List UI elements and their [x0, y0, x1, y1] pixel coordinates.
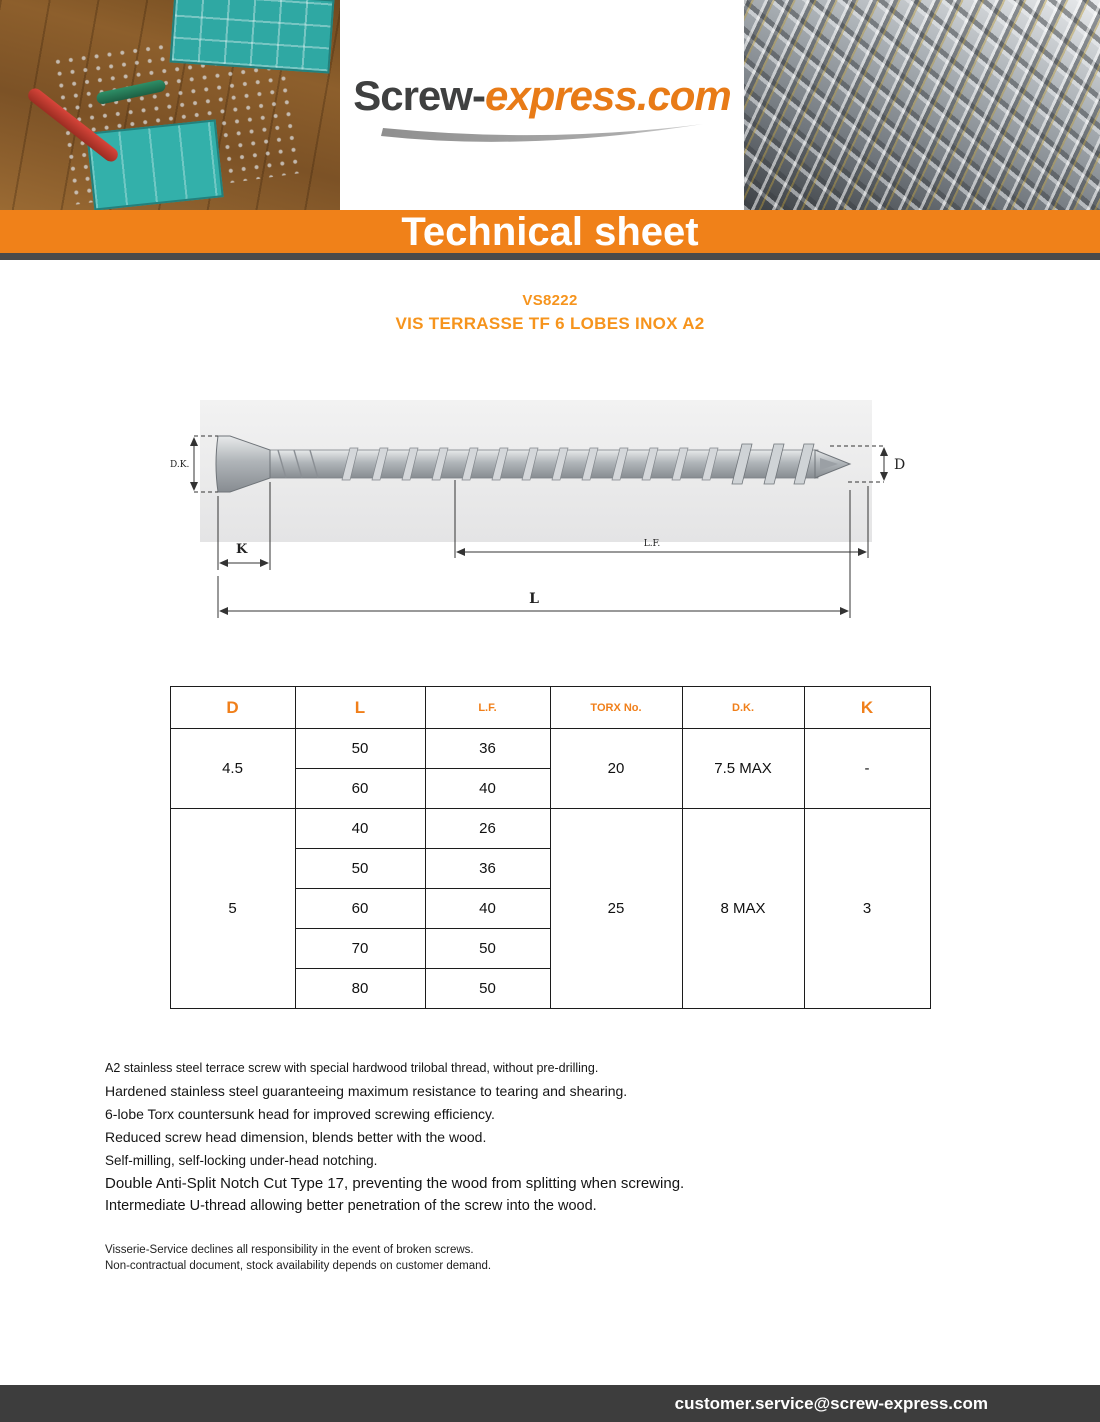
description-line: Reduced screw head dimension, blends better with the wood.	[105, 1129, 487, 1145]
screws-pile-photo	[744, 0, 1100, 210]
description-line: Hardened stainless steel guaranteeing maximum resistance to tearing and shearing.	[105, 1083, 628, 1099]
product-name: VIS TERRASSE TF 6 LOBES INOX A2	[395, 314, 705, 333]
cell-lf: 50	[425, 969, 550, 1009]
table-row	[170, 809, 930, 849]
cell-l: 80	[295, 969, 425, 1009]
table-section	[0, 686, 1100, 1009]
parts-tray-decor	[86, 119, 223, 210]
disclaimer-line: Non-contractual document, stock availability depends on customer demand.	[105, 1260, 492, 1272]
table-header-row	[170, 687, 930, 729]
table-row	[170, 729, 930, 769]
header	[0, 0, 1100, 210]
col-header-k: K	[804, 687, 930, 729]
dim-label-lf: L.F.	[643, 539, 661, 549]
banner-title: Technical sheet	[401, 209, 699, 254]
product-code: VS8222	[522, 292, 578, 309]
cell-l: 60	[295, 769, 425, 809]
description-line: Double Anti-Split Notch Cut Type 17, preventing the wood from splitting when screwing.	[105, 1175, 685, 1192]
cell-lf: 36	[425, 849, 550, 889]
description-line: A2 stainless steel terrace screw with special hardwood trilobal thread, without pre-drilling.	[105, 1061, 599, 1075]
description-line: Intermediate U-thread allowing better penetration of the screw into the wood.	[105, 1198, 597, 1214]
cell-dk: 8 MAX	[682, 809, 804, 1009]
cell-l: 50	[295, 729, 425, 769]
cell-dk: 7.5 MAX	[682, 729, 804, 809]
disclaimer-line: Visserie-Service declines all responsibility in the event of broken screws.	[105, 1244, 474, 1256]
cell-torx: 20	[550, 729, 682, 809]
tools-photo	[0, 0, 340, 210]
dim-label-k: K	[236, 542, 248, 557]
footer-email: customer.service@screw-express.com	[674, 1393, 988, 1413]
description-line: 6-lobe Torx countersunk head for improved screwing efficiency.	[105, 1106, 495, 1122]
cell-lf: 50	[425, 929, 550, 969]
cell-d: 4.5	[170, 729, 295, 809]
brand-logo-part1: Screw-	[353, 72, 485, 119]
product-title-block	[0, 292, 1100, 334]
parts-tray-decor	[170, 0, 335, 73]
cell-d: 5	[170, 809, 295, 1009]
brand-logo	[353, 72, 731, 120]
logo-swoosh-icon	[377, 122, 707, 148]
dim-label-l: L	[529, 591, 539, 607]
cell-l: 50	[295, 849, 425, 889]
banner	[0, 210, 1100, 260]
cell-lf: 26	[425, 809, 550, 849]
screw-diagram-svg	[170, 400, 930, 630]
dimensions-table	[170, 686, 931, 1009]
col-header-l: L	[295, 687, 425, 729]
cell-l: 70	[295, 929, 425, 969]
description-section	[105, 1057, 1100, 1218]
cell-k: -	[804, 729, 930, 809]
cell-torx: 25	[550, 809, 682, 1009]
screw-diagram	[0, 400, 1100, 630]
cell-lf: 36	[425, 729, 550, 769]
col-header-lf: L.F.	[425, 687, 550, 729]
disclaimer-section	[105, 1242, 1100, 1274]
cell-lf: 40	[425, 769, 550, 809]
cell-l: 40	[295, 809, 425, 849]
description-line: Self-milling, self-locking under-head notching.	[105, 1153, 378, 1168]
cell-l: 60	[295, 889, 425, 929]
col-header-d: D	[170, 687, 295, 729]
dim-label-d: D	[894, 457, 906, 473]
cell-k: 3	[804, 809, 930, 1009]
logo-zone	[340, 0, 744, 210]
cell-lf: 40	[425, 889, 550, 929]
col-header-dk: D.K.	[682, 687, 804, 729]
footer-bar	[0, 1385, 1100, 1422]
brand-logo-part2: express.com	[484, 72, 731, 119]
col-header-torx: TORX No.	[550, 687, 682, 729]
dim-label-dk: D.K.	[170, 460, 190, 470]
